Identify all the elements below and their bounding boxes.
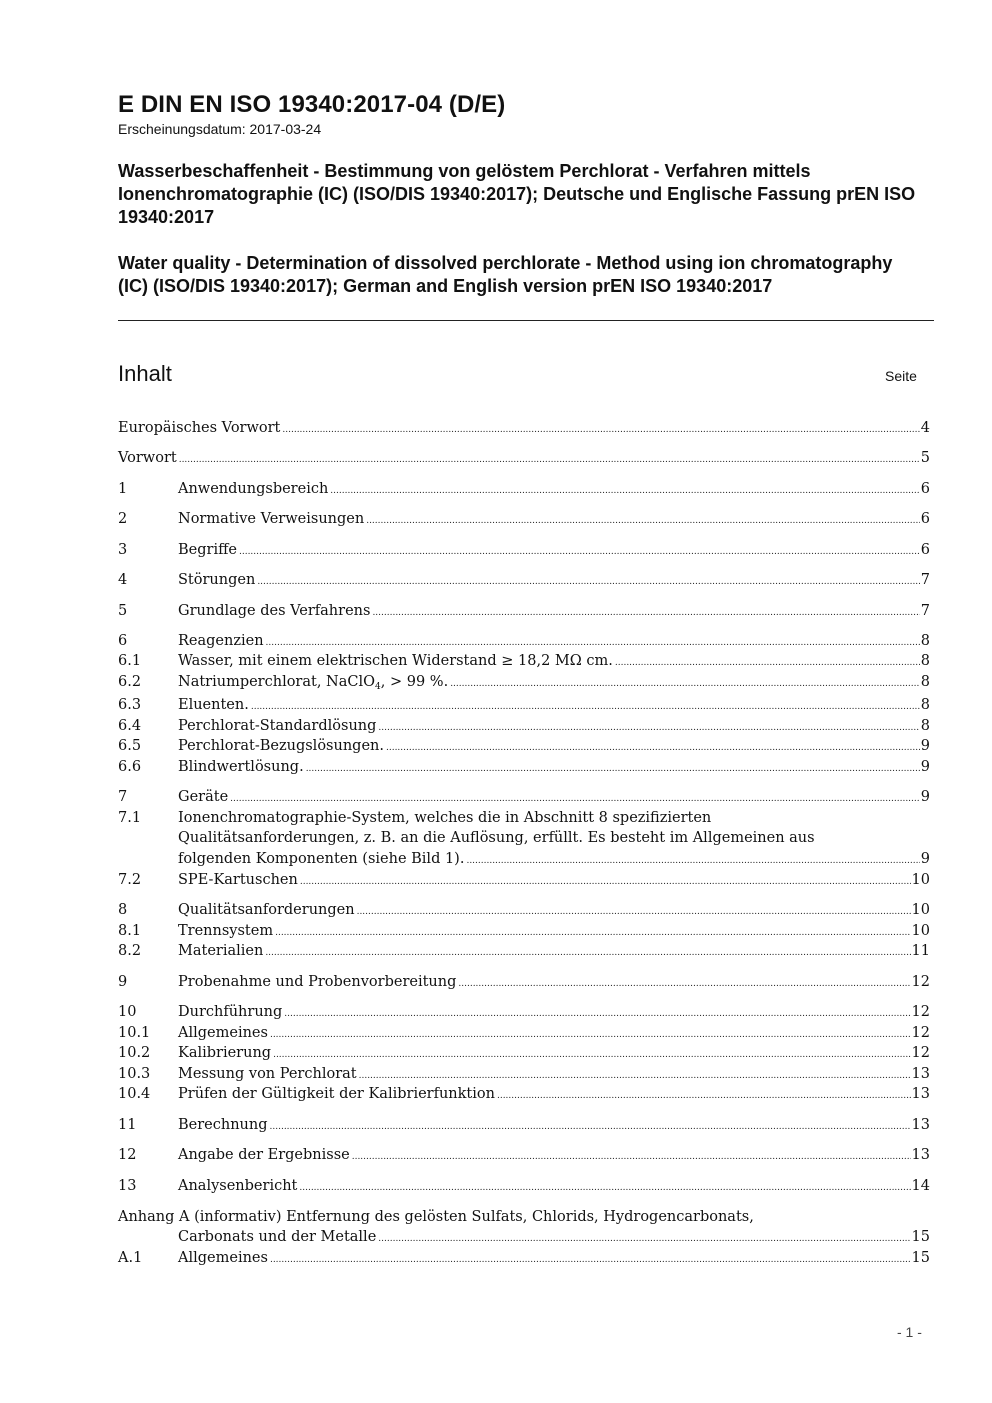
toc-leader <box>230 789 920 809</box>
toc-entry-title: Berechnung <box>178 1117 268 1133</box>
toc-entry[interactable] <box>118 695 930 715</box>
toc-entry-title: SPE-Kartuschen <box>178 872 298 888</box>
toc-leader <box>359 1066 911 1086</box>
toc-entry-page: 6 <box>920 542 930 558</box>
toc-heading: Inhalt <box>118 361 172 386</box>
toc-entry-multiline[interactable] <box>118 808 930 828</box>
toc-entry-number: 9 <box>118 974 128 990</box>
toc-entry-title: Blindwertlösung. <box>178 759 304 775</box>
toc-entry-page: 12 <box>911 974 930 990</box>
toc-entry[interactable] <box>118 418 930 438</box>
toc-entry-page: 12 <box>911 1045 930 1061</box>
toc-entry-page: 7 <box>920 572 930 588</box>
toc-entry[interactable] <box>118 448 930 468</box>
toc-entry[interactable] <box>118 716 930 736</box>
toc-leader <box>372 603 919 623</box>
toc-entry-title: Normative Verweisungen <box>178 511 365 527</box>
toc-leader <box>615 653 920 673</box>
toc-entry-page: 12 <box>911 1025 930 1041</box>
toc-entry-title-line: Ionenchromatographie-System, welches die in Abschnitt 8 spezifizierten <box>178 810 712 826</box>
toc-entry-title-line: Anhang A (informativ) Entfernung des gelösten Sulfats, Chlorids, Hydrogencarbonats, <box>118 1209 754 1225</box>
toc-entry-number: 2 <box>118 511 128 527</box>
toc-leader <box>378 718 919 738</box>
toc-entry-number: 13 <box>118 1178 137 1194</box>
toc-leader <box>357 902 911 922</box>
toc-entry-page: 14 <box>911 1178 930 1194</box>
toc-entry-number: 4 <box>118 572 128 588</box>
toc-entry-number: 7 <box>118 789 128 805</box>
toc-leader <box>466 851 919 871</box>
toc-leader <box>273 1045 910 1065</box>
toc-entry-number: 6.6 <box>118 759 142 775</box>
toc-entry-title: Europäisches Vorwort <box>118 420 281 436</box>
subscript: 4 <box>375 682 381 692</box>
toc-entry[interactable] <box>118 941 930 961</box>
toc-entry-title: Qualitätsanforderungen <box>178 902 355 918</box>
toc-entry-title: Prüfen der Gültigkeit der Kalibrierfunktion <box>178 1086 495 1102</box>
toc-entry-number: 5 <box>118 603 128 619</box>
toc-entry[interactable] <box>118 479 930 499</box>
toc-entry-page: 13 <box>911 1117 930 1133</box>
toc-entry-page: 8 <box>920 653 930 669</box>
toc-leader <box>266 633 920 653</box>
toc-entry[interactable] <box>118 651 930 671</box>
toc-entry[interactable] <box>118 672 930 692</box>
toc-entry[interactable] <box>118 787 930 807</box>
toc-entry-page: 7 <box>920 603 930 619</box>
toc-leader <box>386 738 920 758</box>
toc-entry-number: 7.1 <box>118 810 142 826</box>
toc-leader <box>275 923 910 943</box>
toc-entry-number: 10.1 <box>118 1025 151 1041</box>
toc-leader <box>352 1147 911 1167</box>
toc-leader <box>270 1250 911 1270</box>
toc-leader <box>299 1178 910 1198</box>
toc-entry[interactable] <box>118 570 930 590</box>
toc-leader <box>306 759 920 779</box>
toc-entry-number: 12 <box>118 1147 137 1163</box>
toc-entry-number: 8.2 <box>118 943 142 959</box>
toc-entry-page: 9 <box>920 738 930 754</box>
toc-entry-page: 6 <box>920 511 930 527</box>
toc-leader <box>366 511 920 531</box>
toc-entry-page: 8 <box>920 697 930 713</box>
toc-entry-title: Angabe der Ergebnisse <box>178 1147 350 1163</box>
toc-entry[interactable] <box>118 1084 930 1104</box>
toc-leader <box>300 872 911 892</box>
toc-entry[interactable] <box>118 1002 930 1022</box>
toc-entry-number: A.1 <box>118 1250 143 1266</box>
toc-entry-page: 8 <box>920 674 930 690</box>
toc-entry-number: 10.4 <box>118 1086 151 1102</box>
toc-entry-number: 10.3 <box>118 1066 151 1082</box>
toc-entry[interactable] <box>118 900 930 920</box>
toc-entry-title: Perchlorat-Bezugslösungen. <box>178 738 384 754</box>
toc-entry-number: 6.3 <box>118 697 142 713</box>
toc-entry-number: 6.5 <box>118 738 142 754</box>
toc-entry-number: 6 <box>118 633 128 649</box>
toc-entry-title: Vorwort <box>118 450 177 466</box>
toc-leader <box>450 674 920 694</box>
toc-entry[interactable] <box>118 601 930 621</box>
toc-entry-title: Natriumperchlorat, NaClO$_4$, > 99 %. <box>178 674 449 692</box>
toc-entry-title-line: Carbonats und der Metalle <box>178 1229 377 1245</box>
toc-leader <box>257 572 919 592</box>
toc-leader <box>378 1229 910 1249</box>
toc-leader <box>270 1025 911 1045</box>
toc-entry-title: Allgemeines <box>178 1025 268 1041</box>
toc-entry-title: Messung von Perchlorat <box>178 1066 357 1082</box>
toc-entry[interactable] <box>118 1043 930 1063</box>
toc-entry[interactable] <box>118 972 930 992</box>
toc-entry[interactable] <box>118 870 930 890</box>
toc-entry-title: Eluenten. <box>178 697 249 713</box>
toc-leader <box>330 481 919 501</box>
toc-entry-page: 15 <box>911 1250 930 1266</box>
toc-entry-page: 13 <box>911 1066 930 1082</box>
toc-entry-page: 9 <box>920 759 930 775</box>
toc-entry-number: 6.4 <box>118 718 142 734</box>
toc-entry-title: Materialien <box>178 943 264 959</box>
toc-entry-page: 13 <box>911 1147 930 1163</box>
toc-entry-page: 9 <box>920 851 930 867</box>
toc-entry-page: 10 <box>911 923 930 939</box>
toc-entry-multiline[interactable] <box>118 1207 930 1227</box>
toc-entry-title: Begriffe <box>178 542 237 558</box>
toc-entry-title: Perchlorat-Standardlösung <box>178 718 377 734</box>
toc-page-column-label: Seite <box>885 368 917 384</box>
toc-entry-title: Wasser, mit einem elektrischen Widerstand ≥ 18,2 MΩ cm. <box>178 653 613 669</box>
toc-leader <box>239 542 920 562</box>
toc-entry-title: Störungen <box>178 572 256 588</box>
toc-entry-continuation[interactable] <box>118 1227 930 1247</box>
toc-entry[interactable] <box>118 1145 930 1165</box>
toc-entry-title: Trennsystem <box>178 923 274 939</box>
toc-entry-page: 10 <box>911 872 930 888</box>
toc-entry[interactable] <box>118 757 930 777</box>
toc-entry-title: Kalibrierung <box>178 1045 272 1061</box>
toc-leader <box>251 697 920 717</box>
toc-entry[interactable] <box>118 631 930 651</box>
toc-entry-page: 4 <box>920 420 930 436</box>
toc-entry-page: 15 <box>911 1229 930 1245</box>
toc-leader <box>497 1086 911 1106</box>
toc-entry-page: 5 <box>920 450 930 466</box>
header-divider <box>118 320 934 321</box>
toc-entry-page: 8 <box>920 633 930 649</box>
toc-entry-number: 3 <box>118 542 128 558</box>
toc-entry-page: 6 <box>920 481 930 497</box>
document-code: E DIN EN ISO 19340:2017-04 (D/E) <box>118 91 506 118</box>
toc-entry[interactable] <box>118 736 930 756</box>
toc-leader <box>270 1117 911 1137</box>
toc-entry-title: Anwendungsbereich <box>178 481 329 497</box>
toc-entry[interactable] <box>118 1064 930 1084</box>
toc-entry-number: 10.2 <box>118 1045 151 1061</box>
toc-entry-title: Geräte <box>178 789 229 805</box>
toc-entry-number: 7.2 <box>118 872 142 888</box>
toc-entry-continuation[interactable] <box>118 828 930 848</box>
toc-entry-page: 12 <box>911 1004 930 1020</box>
toc-entry-page: 13 <box>911 1086 930 1102</box>
toc-entry-number: 8 <box>118 902 128 918</box>
publication-date: Erscheinungsdatum: 2017-03-24 <box>118 121 322 137</box>
toc-entry-title: Probenahme und Probenvorbereitung <box>178 974 457 990</box>
toc-entry-number: 6.2 <box>118 674 142 690</box>
toc-entry[interactable] <box>118 1023 930 1043</box>
toc-entry-continuation[interactable] <box>118 849 930 869</box>
toc-entry-title: Allgemeines <box>178 1250 268 1266</box>
toc-leader <box>179 450 920 470</box>
toc-entry[interactable] <box>118 921 930 941</box>
title-german: Wasserbeschaffenheit - Bestimmung von gelöstem Perchlorat - Verfahren mittels Ionenchromatographie (IC) (ISO/DIS 19340:2017); Deutsche und Englische Fassung prEN ISO 19340:2017 <box>118 161 916 227</box>
toc-entry-page: 8 <box>920 718 930 734</box>
toc-entry-number: 11 <box>118 1117 137 1133</box>
title-english: Water quality - Determination of dissolved perchlorate - Method using ion chromatography (IC) (ISO/DIS 19340:2017); German and English version prEN ISO 19340:2017 <box>118 253 893 296</box>
toc-leader <box>265 943 910 963</box>
toc-entry-page: 10 <box>911 902 930 918</box>
toc-leader <box>284 1004 910 1024</box>
toc-entry-page: 9 <box>920 789 930 805</box>
toc-entry[interactable] <box>118 509 930 529</box>
toc-entry[interactable] <box>118 1176 930 1196</box>
toc-entry-page: 11 <box>911 943 930 959</box>
toc-entry-title: Analysenbericht <box>178 1178 298 1194</box>
toc-entry-number: 1 <box>118 481 128 497</box>
toc-entry-title-line: folgenden Komponenten (siehe Bild 1). <box>178 851 465 867</box>
toc-entry[interactable] <box>118 1115 930 1135</box>
toc-entry-title: Reagenzien <box>178 633 264 649</box>
toc-entry[interactable] <box>118 1248 930 1268</box>
toc-entry[interactable] <box>118 540 930 560</box>
toc-entry-number: 10 <box>118 1004 137 1020</box>
toc-leader <box>458 974 910 994</box>
toc-entry-number: 8.1 <box>118 923 142 939</box>
toc-entry-title-line: Qualitätsanforderungen, z. B. an die Auflösung, erfüllt. Es besteht im Allgemeinen aus <box>178 830 815 846</box>
page-number: - 1 - <box>897 1324 922 1340</box>
toc-leader <box>282 420 919 440</box>
toc-entry-number: 6.1 <box>118 653 142 669</box>
toc-entry-title: Grundlage des Verfahrens <box>178 603 371 619</box>
toc-entry-title: Durchführung <box>178 1004 283 1020</box>
